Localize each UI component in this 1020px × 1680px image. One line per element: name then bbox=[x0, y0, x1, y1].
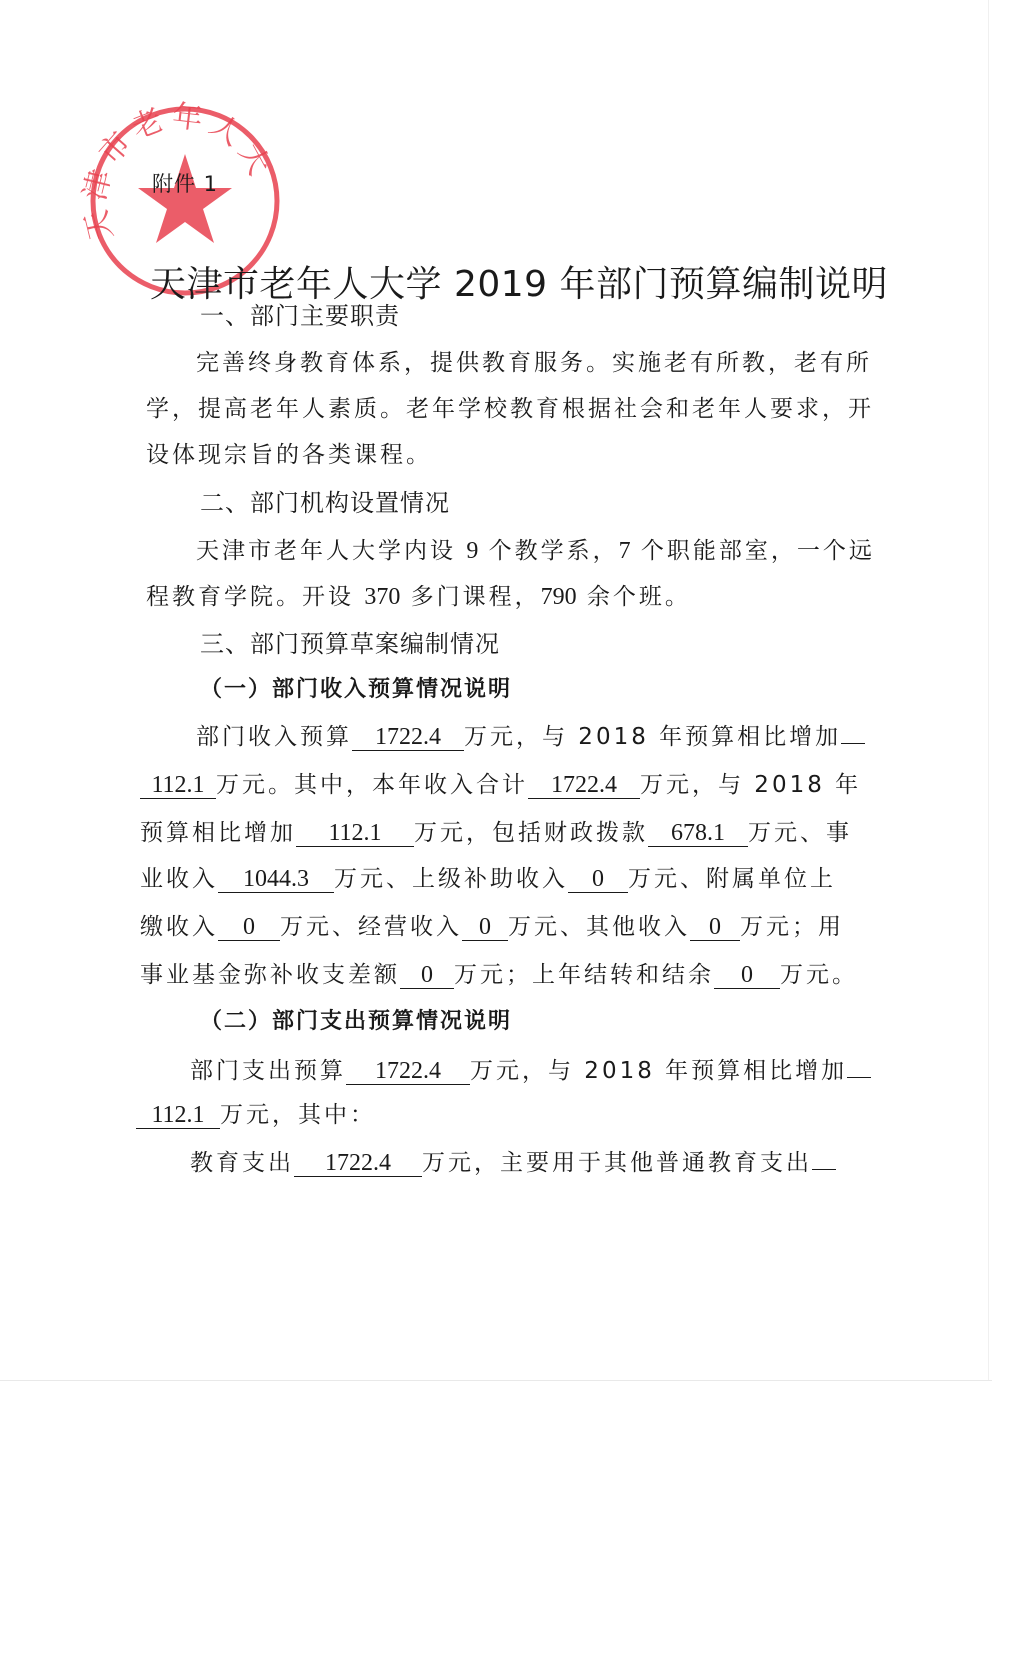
text-segment: 万元，包括财政拨款 bbox=[414, 820, 648, 846]
text-segment: 多门课程， bbox=[400, 584, 541, 610]
section-1-para-line-3: 设体现宗旨的各类课程。 bbox=[146, 442, 432, 468]
income-line-1 bbox=[196, 718, 865, 751]
income-line-2 bbox=[140, 766, 861, 799]
operating-income-value: 0 bbox=[462, 914, 508, 941]
expense-subheading: （二）部门支出预算情况说明 bbox=[200, 1009, 513, 1034]
income-line-5 bbox=[140, 908, 844, 941]
income-subheading: （一）部门收入预算情况说明 bbox=[200, 677, 513, 702]
text-segment: 万元、上级补助收入 bbox=[334, 866, 568, 892]
text-segment: 万元、其他收入 bbox=[508, 914, 690, 940]
income-line-4 bbox=[140, 860, 836, 893]
income-line-3 bbox=[140, 814, 852, 847]
section-2-heading: 二、部门机构设置情况 bbox=[200, 489, 450, 517]
scan-right-edge bbox=[988, 0, 989, 1380]
section-2-para-line-1 bbox=[196, 532, 875, 565]
blank-underline bbox=[812, 1169, 836, 1170]
text-segment: 余个班。 bbox=[576, 584, 691, 610]
course-count: 370 bbox=[364, 584, 401, 610]
expense-line-1 bbox=[190, 1052, 871, 1085]
superior-subsidy-value: 0 bbox=[568, 866, 628, 893]
svg-text:天津市老年人大学: 天津市老年人大 bbox=[80, 98, 280, 244]
fiscal-appropriation-value: 678.1 bbox=[648, 820, 748, 847]
section-2-para-line-2 bbox=[146, 578, 691, 611]
text-segment: 万元，其中： bbox=[220, 1102, 376, 1128]
section-1-para-line-1: 完善终身教育体系，提供教育服务。实施老有所教，老有所 bbox=[196, 350, 872, 376]
section-1-para-line-2: 学，提高老年人素质。老年学校教育根据社会和老年人要求，开 bbox=[146, 396, 874, 422]
text-segment: 缴收入 bbox=[140, 914, 218, 940]
year-increase-value: 112.1 bbox=[296, 820, 414, 847]
text-segment: 业收入 bbox=[140, 866, 218, 892]
text-segment: 个教学系， bbox=[478, 538, 619, 564]
page-title: 天津市老年人大学 2019 年部门预算编制说明 bbox=[150, 264, 889, 305]
blank-underline bbox=[847, 1077, 871, 1078]
text-segment: 万元。其中，本年收入合计 bbox=[216, 772, 528, 798]
attachment-label: 附件 1 bbox=[152, 172, 219, 196]
text-segment: 万元、事 bbox=[748, 820, 852, 846]
section-3-heading: 三、部门预算草案编制情况 bbox=[200, 630, 500, 658]
text-segment: 万元；上年结转和结余 bbox=[454, 962, 714, 988]
text-segment: 万元、附属单位上 bbox=[628, 866, 836, 892]
expense-increase-value: 112.1 bbox=[136, 1102, 220, 1129]
career-fund-value: 0 bbox=[400, 962, 454, 989]
expense-total-value: 1722.4 bbox=[346, 1058, 470, 1085]
text-segment: 部门收入预算 bbox=[196, 724, 352, 750]
income-total-value: 1722.4 bbox=[352, 724, 464, 751]
education-expense-value: 1722.4 bbox=[294, 1150, 422, 1177]
text-segment: 部门支出预算 bbox=[190, 1058, 346, 1084]
text-segment: 万元，与 2018 年 bbox=[640, 772, 862, 798]
office-count: 7 bbox=[618, 538, 631, 564]
other-income-value: 0 bbox=[690, 914, 740, 941]
text-segment: 天津市老年人大学内设 bbox=[196, 538, 467, 564]
section-1-heading: 一、部门主要职责 bbox=[200, 302, 400, 330]
business-income-value: 1044.3 bbox=[218, 866, 334, 893]
text-segment: 万元，主要用于其他普通教育支出 bbox=[422, 1150, 812, 1176]
text-segment: 万元；用 bbox=[740, 914, 844, 940]
carryover-value: 0 bbox=[714, 962, 780, 989]
text-segment: 教育支出 bbox=[190, 1150, 294, 1176]
year-income-total-value: 1722.4 bbox=[528, 772, 640, 799]
dept-count: 9 bbox=[466, 538, 479, 564]
text-segment: 事业基金弥补收支差额 bbox=[140, 962, 400, 988]
text-segment: 万元，与 2018 年预算相比增加 bbox=[464, 724, 842, 750]
text-segment: 个职能部室，一个远 bbox=[630, 538, 875, 564]
income-increase-value: 112.1 bbox=[140, 772, 216, 799]
affiliated-unit-value: 0 bbox=[218, 914, 280, 941]
text-segment: 程教育学院。开设 bbox=[146, 584, 365, 610]
text-segment: 预算相比增加 bbox=[140, 820, 296, 846]
income-line-6 bbox=[140, 956, 858, 989]
scan-bottom-edge bbox=[0, 1380, 992, 1381]
text-segment: 万元，与 2018 年预算相比增加 bbox=[470, 1058, 848, 1084]
text-segment: 万元。 bbox=[780, 962, 858, 988]
expense-line-3 bbox=[190, 1144, 836, 1177]
blank-underline bbox=[841, 743, 865, 744]
text-segment: 万元、经营收入 bbox=[280, 914, 462, 940]
expense-line-2 bbox=[136, 1096, 376, 1129]
class-count: 790 bbox=[540, 584, 577, 610]
